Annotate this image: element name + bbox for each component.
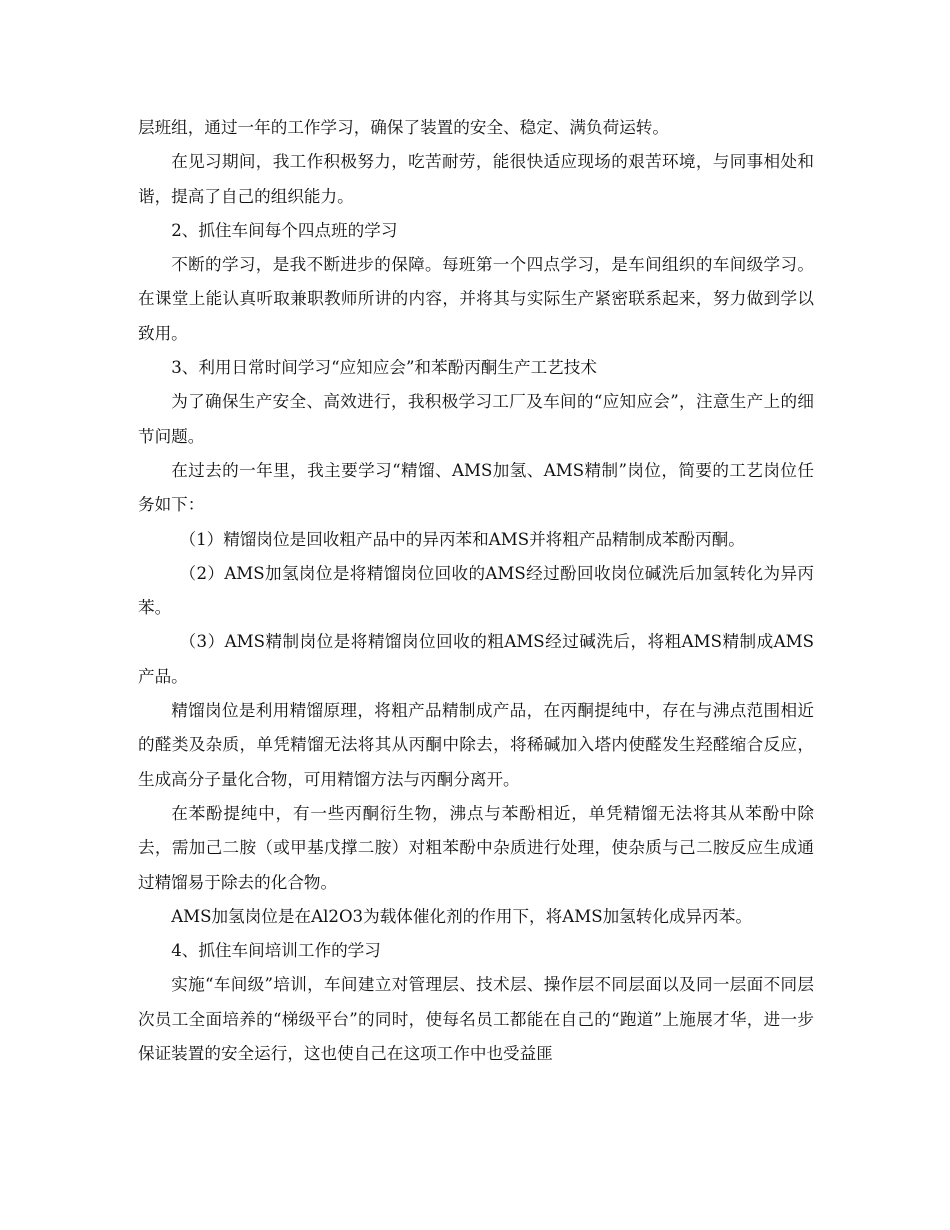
paragraph-continuous-learning: 不断的学习，是我不断进步的保障。每班第一个四点学习，是车间组织的车间级学习。在课堂上能认真听取兼职教师所讲的内容，并将其与实际生产紧密联系起来，努力做到学以致用。 — [138, 255, 814, 343]
paragraph-continuation: 层班组，通过一年的工作学习，确保了装置的安全、稳定、满负荷运转。 — [138, 118, 669, 137]
paragraph-distillation: 精馏岗位是利用精馏原理，将粗产品精制成产品，在丙酮提纯中，存在与沸点范围相近的醛类及杂质，单凭精馏无法将其从丙酮中除去，将稀碱加入塔内使醛发生羟醛缩合反应，生成高分子量化合物，可用精馏方法与丙酮分离开。 — [138, 701, 814, 789]
paragraph-production-safety: 为了确保生产安全、高效进行，我积极学习工厂及车间的“应知应会”，注意生产上的细节问题。 — [138, 392, 814, 446]
list-item-1: （1）精馏岗位是回收粗产品中的异丙苯和AMS并将粗产品精制成苯酚丙酮。 — [179, 529, 745, 549]
section-heading-4: 4、抓住车间培训工作的学习 — [171, 941, 381, 961]
section-heading-2: 2、抓住车间每个四点班的学习 — [171, 220, 398, 240]
paragraph-probation: 在见习期间，我工作积极努力，吃苦耐劳，能很快适应现场的艰苦环境，与同事相处和谐，提高了自己的组织能力。 — [138, 152, 814, 206]
document-body — [138, 111, 814, 1071]
list-item-3: （3）AMS精制岗位是将精馏岗位回收的粗AMS经过碱洗后，将粗AMS精制成AMS产品。 — [138, 632, 814, 686]
section-heading-3: 3、利用日常时间学习“应知应会”和苯酚丙酮生产工艺技术 — [171, 358, 597, 378]
paragraph-ams-hydrogenation: AMS加氢岗位是在Al2O3为载体催化剂的作用下，将AMS加氢转化成异丙苯。 — [171, 906, 752, 926]
paragraph-training: 实施“车间级”培训，车间建立对管理层、技术层、操作层不同层面以及同一层面不同层次员工全面培养的“梯级平台”的同时，使每名员工都能在自己的“跑道”上施展才华，进一步保证装置的安全运行，这也使自己在这项工作中也受益匪 — [138, 975, 814, 1064]
paragraph-past-year: 在过去的一年里，我主要学习“精馏、AMS加氢、AMS精制”岗位，简要的工艺岗位任务如下： — [138, 460, 814, 515]
paragraph-phenol-purification: 在苯酚提纯中，有一些丙酮衍生物，沸点与苯酚相近，单凭精馏无法将其从苯酚中除去，需加己二胺（或甲基戊撑二胺）对粗苯酚中杂质进行处理，使杂质与己二胺反应生成通过精馏易于除去的化合物。 — [138, 803, 814, 892]
list-item-2: （2）AMS加氢岗位是将精馏岗位回收的AMS经过酚回收岗位碱洗后加氢转化为异丙苯。 — [138, 563, 814, 618]
